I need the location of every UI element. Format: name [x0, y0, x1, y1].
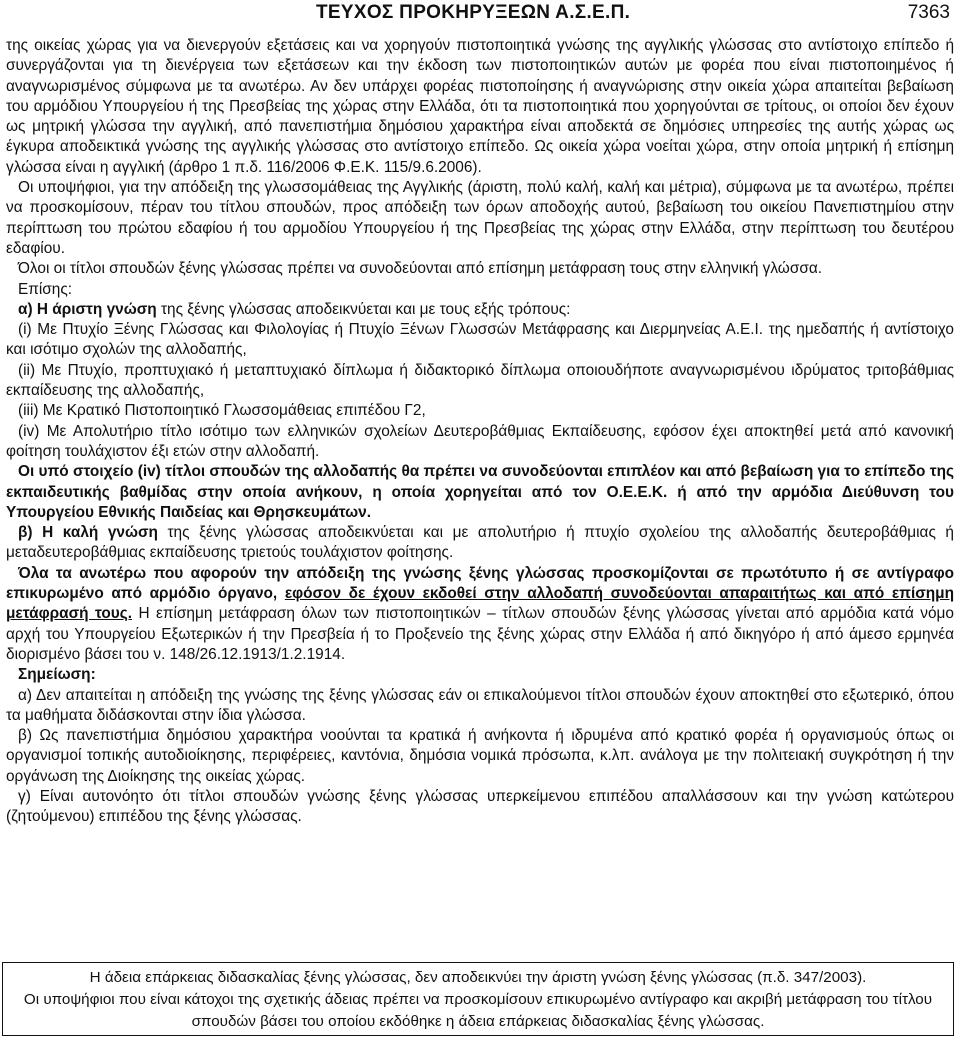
- paragraph: (ii) Με Πτυχίο, προπτυχιακό ή μεταπτυχιακό δίπλωμα ή διδακτορικό δίπλωμα οποιουδήποτε αναγνωρισμένου ιδρύματος τριτοβάθμιας εκπαίδευσης της αλλοδαπής,: [6, 361, 954, 400]
- page-header: [0, 0, 960, 30]
- text: της ξένης γλώσσας αποδεικνύεται και με απολυτήριο ή πτυχίο σχολείου της αλλοδαπής δευτεροβάθμιας ή μεταδευτεροβάθμιας εκπαίδευσης τριετούς τουλάχιστον φοίτησης.: [6, 524, 954, 562]
- paragraph: της οικείας χώρας για να διενεργούν εξετάσεις και να χορηγούν πιστοποιητικά γνώσης της αγγλικής γλώσσας στο αντίστοιχο επίπεδο ή συνεργάζονται για τη διενέργεια των εξετάσεων και την έκδοση των πιστοποιητικών αυτών με φορέα που είναι πιστοποιημένος ή αναγνωρισμένος σύμφωνα με τα ανωτέρω. Αν δεν υπάρχει φορέας πιστοποίησης ή αναγνώρισης στην οικεία χώρα απαιτείται βεβαίωση του αρμόδιου Υπουργείου ή της Πρεσβείας της χώρας στην Ελλάδα, ότι τα πιστοποιητικά που χορηγούνται σε τρίτους, οι οποίοι δεν έχουν ως μητρική γλώσσα την αγγλική, από πανεπιστήμια δημόσιου χαρακτήρα είναι αποδεκτά σε δημόσιες υπηρεσίες της αυτής χώρας ως έγκυρα αποδεικτικά γνώσης της αγγλικής γλώσσας στο αντίστοιχο επίπεδο. Ως οικεία χώρα νοείται χώρα, στην οποία μητρική ή επίσημη γλώσσα είναι η αγγλική (άρθρο 1 π.δ. 116/2006 Φ.Ε.Κ. 115/9.6.2006).: [6, 37, 954, 176]
- item-label: β) Η: [18, 524, 54, 542]
- text: της ξένης γλώσσας αποδεικνύεται και με τους εξής τρόπους:: [160, 300, 571, 318]
- text: Η επίσημη μετάφραση όλων των πιστοποιητικών – τίτλων σπουδών ξένης γλώσσας γίνεται από αρμόδια κατά νόμο αρχή του Υπουργείου Εξωτερικών ή την Πρεσβεία ή το Προξενείο της ξένης χώρας στην Ελλάδα ή από δικηγόρο ή από άμεσο ερμηνέα διορισμένο βάσει του ν. 148/26.12.1913/1.2.1914.: [6, 605, 954, 663]
- note-label: Σημείωση:: [18, 666, 96, 684]
- paragraph-good: [6, 523, 954, 564]
- emphasis: άριστη γνώση: [52, 300, 157, 318]
- paragraph: (iii) Με Κρατικό Πιστοποιητικό Γλωσσομάθειας επιπέδου Γ2,: [18, 402, 426, 420]
- paragraph-bold: [6, 462, 954, 523]
- paragraph: (i) Με Πτυχίο Ξένης Γλώσσας και Φιλολογίας ή Πτυχίο Ξένων Γλωσσών Μετάφρασης και Διερμηνείας Α.Ε.Ι. της ημεδαπής ή αντίστοιχο και ισότιμο σχολών της αλλοδαπής,: [6, 321, 954, 359]
- notice-line: Η άδεια επάρκειας διδασκαλίας ξένης γλώσσας, δεν αποδεικνύει την άριστη γνώση ξένης γλώσσας (π.δ. 347/2003).: [89, 969, 867, 986]
- paragraph: γ) Είναι αυτονόητο ότι τίτλοι σπουδών γνώσης ξένης γλώσσας υπερκείμενου επιπέδου απαλλάσσουν και την γνώση κατώτερου (ζητούμενου) επιπέδου της ξένης γλώσσας.: [6, 787, 954, 826]
- page-number: 7363: [907, 2, 950, 23]
- paragraph: α) Δεν απαιτείται η απόδειξη της γνώσης της ξένης γλώσσας εάν οι επικαλούμενοι τίτλοι σπουδών έχουν αποκτηθεί στο εξωτερικό, όπου τα μαθήματα διδάσκονται στην ίδια γλώσσα.: [6, 686, 954, 724]
- note-heading: [6, 665, 954, 685]
- notice-box: [2, 962, 954, 1036]
- item-label: α) Η: [18, 300, 48, 318]
- paragraph: Οι υποψήφιοι, για την απόδειξη της γλωσσομάθειας της Αγγλικής (άριστη, πολύ καλή, καλή και μέτρια), σύμφωνα με τα ανωτέρω, πρέπει να προσκομίσουν, πέραν του τίτλου σπουδών, προς απόδειξη των όρων αποδοχής αυτού, βεβαίωση του οικείου Πανεπιστημίου στην περίπτωση του πρώτου εδαφίου ή του αρμοδίου Υπουργείου ή της Πρεσβείας της χώρας στην Ελλάδα, στην περίπτωση του δευτέρου εδαφίου.: [6, 179, 954, 257]
- paragraph: (iv) Με Απολυτήριο τίτλο ισότιμο των ελληνικών σχολείων Δευτεροβάθμιας Εκπαίδευσης, εφόσον έχει αποκτηθεί μετά από κανονική φοίτηση τουλάχιστον έξι ετών στην αλλοδαπή.: [6, 422, 954, 460]
- emphasis: καλή γνώση: [62, 524, 158, 542]
- paragraph-translation: [6, 564, 954, 665]
- paragraph: β) Ως πανεπιστήμια δημόσιου χαρακτήρα νοούνται τα κρατικά ή ανήκοντα ή ιδρυμένα από κρατικό φορέα ή οργανισμούς όπως οι οργανισμοί τοπικής αυτοδιοίκησης, περιφέρειες, καντόνια, δημόσια νομικά πρόσωπα, κ.λπ. ανάλογα με την πολιτειακή συγκρότηση ή την οργάνωση της Διοίκησης της οικείας χώρας.: [6, 727, 954, 785]
- bold-text: Όλα τα ανωτέρω που αφορούν την απόδειξη της γνώσης ξένης γλώσσας προσκομίζονται σε πρωτότυπο ή σε αντίγραφο επικυρωμένο από αρμόδιο όργανο,: [6, 564, 954, 603]
- paragraph-excellent: [6, 300, 954, 320]
- notice-line: Οι υποψήφιοι που είναι κάτοχοι της σχετικής άδειας πρέπει να προσκομίσουν επικυρωμένο αντίγραφο και ακριβή μετάφραση του τίτλου σπουδών βάσει του οποίου εκδόθηκε η άδεια επάρκειας διδασκαλίας ξένης γλώσσας.: [23, 991, 933, 1030]
- paragraph: Όλοι οι τίτλοι σπουδών ξένης γλώσσας πρέπει να συνοδεύονται από επίσημη μετάφραση τους στην ελληνική γλώσσα.: [18, 260, 822, 278]
- bold-text: Οι υπό στοιχείο (iv) τίτλοι σπουδών της αλλοδαπής θα πρέπει να συνοδεύονται επιπλέον και από βεβαίωση για το επίπεδο της εκπαιδευτικής βαθμίδας στην οποία ανήκουν, η οποία χορηγείται από τον Ο.Ε.Ε.Κ. ή από την αρμόδια Διεύθυνση του Υπουργείου Εθνικής Παιδείας και Θρησκευμάτων.: [6, 463, 954, 521]
- document-body: [6, 36, 954, 828]
- paragraph: Επίσης:: [18, 280, 73, 298]
- underlined-text: εφόσον δε έχουν εκδοθεί στην αλλοδαπή συνοδεύονται απαραιτήτως και από επίσημη μετάφρασή τους.: [6, 585, 954, 623]
- journal-title: ΤΕΥΧΟΣ ΠΡΟΚΗΡΥΞΕΩΝ Α.Σ.Ε.Π.: [316, 2, 631, 23]
